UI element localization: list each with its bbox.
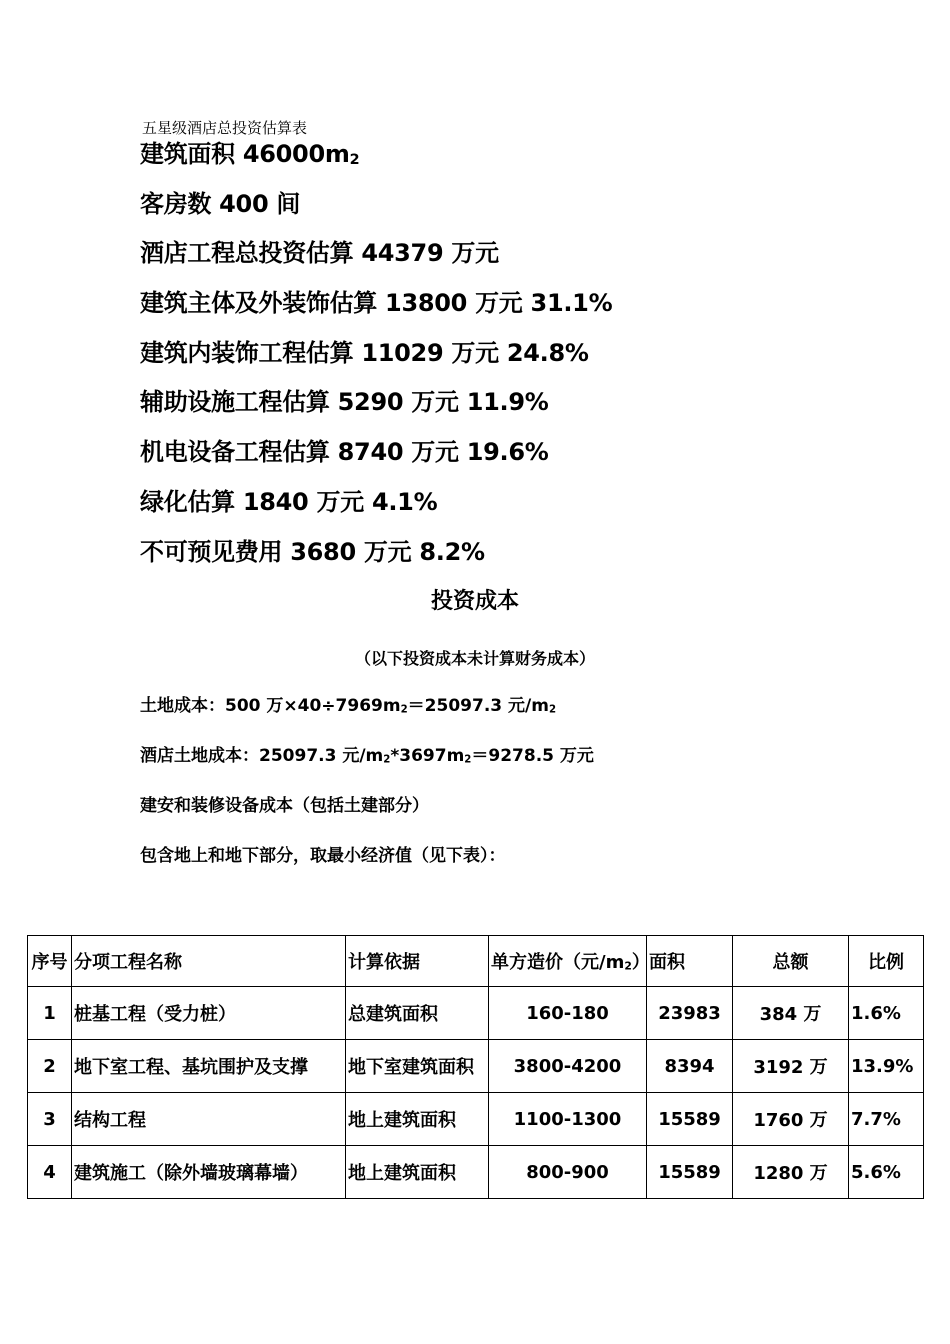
cell-area: 15589: [647, 1146, 733, 1199]
cell-no: 4: [28, 1146, 72, 1199]
table-row: [28, 1093, 924, 1146]
cell-unit-price: 160-180: [489, 987, 647, 1040]
summary-list: [140, 134, 612, 581]
table-row: [28, 1040, 924, 1093]
cell-item: 结构工程: [72, 1093, 346, 1146]
table-row: [28, 1146, 924, 1199]
summary-line-landscaping: 绿化估算 1840 万元 4.1%: [140, 487, 438, 516]
header-ratio: 比例: [849, 936, 924, 987]
table-row: [28, 987, 924, 1040]
table-intro-line: 包含地上和地下部分，取最小经济值（见下表）：: [140, 846, 506, 866]
summary-line-main-structure: 建筑主体及外装饰估算 13800 万元 31.1%: [140, 289, 613, 318]
cell-ratio: 1.6%: [849, 987, 924, 1040]
section-heading: 投资成本: [430, 589, 519, 614]
cell-unit-price: 800-900: [489, 1146, 647, 1199]
cell-basis: 总建筑面积: [346, 987, 489, 1040]
cell-area: 15589: [647, 1093, 733, 1146]
cell-item: 桩基工程（受力桩）: [72, 987, 346, 1040]
cell-total: 1760 万: [733, 1093, 849, 1146]
table-header-row: [28, 936, 924, 987]
land-cost-line: 土地成本：500 万$\times 40\div 7969m_2=25097.3$ 元$/m_2$: [140, 696, 557, 716]
summary-line-contingency: 不可预见费用 3680 万元 8.2%: [140, 537, 485, 566]
cell-item: 建筑施工（除外墙玻璃幕墙）: [72, 1146, 346, 1199]
cost-table: [27, 935, 924, 1199]
cell-unit-price: 1100-1300: [489, 1093, 647, 1146]
summary-line-mep: 机电设备工程估算 8740 万元 19.6%: [140, 438, 549, 467]
cell-area: 23983: [647, 987, 733, 1040]
construction-cost-line: 建安和装修设备成本（包括土建部分）: [140, 796, 429, 816]
header-basis: 计算依据: [346, 936, 489, 987]
document-title: 五星级酒店总投资估算表: [142, 119, 308, 137]
cell-ratio: 13.9%: [849, 1040, 924, 1093]
summary-line-total-investment: 酒店工程总投资估算 44379 万元: [140, 239, 499, 268]
cell-no: 1: [28, 987, 72, 1040]
detail-list: [140, 694, 594, 894]
cell-ratio: 5.6%: [849, 1146, 924, 1199]
cell-no: 2: [28, 1040, 72, 1093]
cell-total: 384 万: [733, 987, 849, 1040]
cell-basis: 地下室建筑面积: [346, 1040, 489, 1093]
cell-ratio: 7.7%: [849, 1093, 924, 1146]
cell-total: 1280 万: [733, 1146, 849, 1199]
summary-line-rooms: 客房数 400 间: [140, 189, 301, 218]
header-total: 总额: [733, 936, 849, 987]
cell-no: 3: [28, 1093, 72, 1146]
summary-line-interior: 建筑内装饰工程估算 11029 万元 24.8%: [140, 338, 589, 367]
cell-unit-price: 3800-4200: [489, 1040, 647, 1093]
cell-area: 8394: [647, 1040, 733, 1093]
header-no: 序号: [28, 936, 72, 987]
header-unit-price: 单方造价（元$/m_2$）: [489, 936, 647, 987]
cell-total: 3192 万: [733, 1040, 849, 1093]
summary-line-auxiliary: 辅助设施工程估算 5290 万元 11.9%: [140, 388, 549, 417]
cell-item: 地下室工程、基坑围护及支撑: [72, 1040, 346, 1093]
header-area: 面积: [647, 936, 733, 987]
cell-basis: 地上建筑面积: [346, 1093, 489, 1146]
summary-line-building-area: 建筑面积 $46000m_2$: [140, 140, 360, 169]
section-note: （以下投资成本未计算财务成本）: [354, 649, 595, 668]
hotel-land-cost-line: 酒店土地成本：25097.3 元$/m_2*3697m_2=9278.5$ 万元: [140, 746, 594, 766]
header-item: 分项工程名称: [72, 936, 346, 987]
cell-basis: 地上建筑面积: [346, 1146, 489, 1199]
